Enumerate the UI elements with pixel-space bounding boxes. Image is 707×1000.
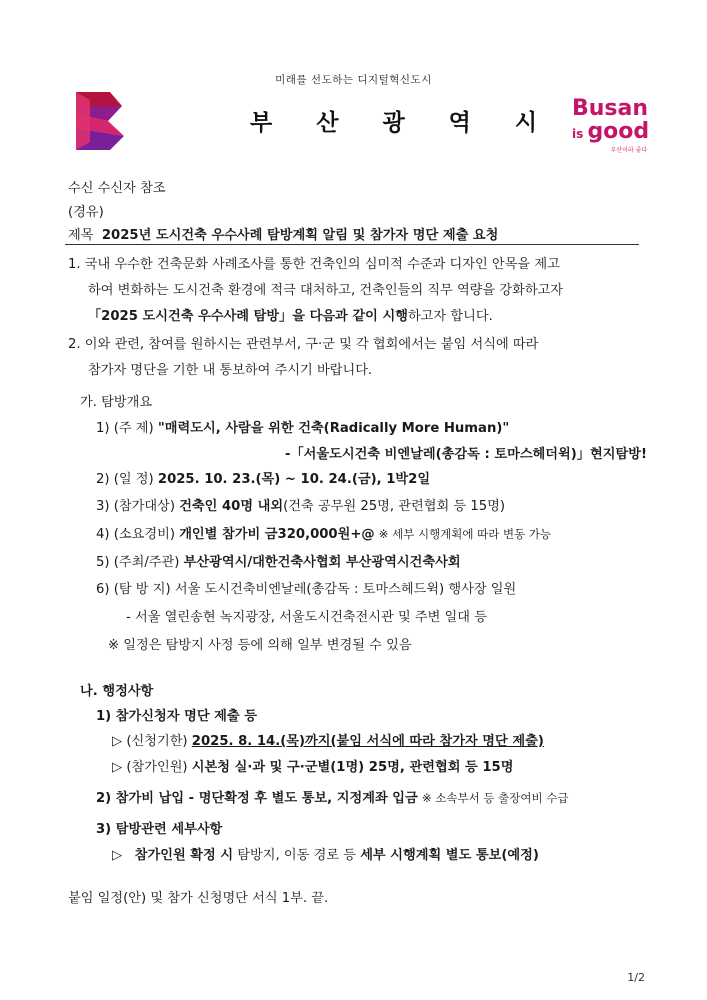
na-item-1: 1) 참가신청자 명단 제출 등 <box>96 709 257 724</box>
ga-item-5 <box>96 551 461 570</box>
subject: 2025년 도시건축 우수사례 탐방계획 알림 및 참가자 명단 제출 요청 <box>101 228 499 243</box>
na3c: 세부 시행계획 별도 통보(예정) <box>360 848 539 863</box>
na2-text: 2) 참가비 납입 - 명단확정 후 별도 통보, 지정계좌 입금 <box>96 791 418 806</box>
para-1-rest: 하고자 합니다. <box>407 309 493 324</box>
ga6-sub: - 서울 열린송현 녹지광장, 서울도시건축전시관 및 주변 일대 등 <box>126 610 487 625</box>
section-ga-heading: 가. 탐방개요 <box>80 395 153 410</box>
attachment: 붙임 일정(안) 및 참가 신청명단 서식 1부. 끝. <box>68 891 329 906</box>
ga1-value: "매력도시, 사람을 위한 건축(Radically More Human)" <box>157 421 510 436</box>
ga6-value: 서울 도시건축비엔날레(총감독 : 토마스헤드윅) 행사장 일원 <box>174 582 517 597</box>
na3-arrow: ▷ <box>112 848 123 863</box>
na1a-value: 2025. 8. 14.(목)까지(붙임 서식에 따라 참가자 명단 제출) <box>191 734 544 749</box>
recipient: 수신 수신자 참조 <box>68 181 166 196</box>
ga1-sub: -「서울도시건축 비엔날레(총감독 : 토마스헤더윅)」현지탐방! <box>285 447 647 462</box>
slogan: 미래를 선도하는 디지털혁신도시 <box>275 74 432 86</box>
na1b-value: 시본청 실·과 및 구·군별(1명) 25명, 관련협회 등 15명 <box>191 760 514 775</box>
page-number: 1/2 <box>627 971 645 984</box>
na3b: 탐방지, 이동 경로 등 <box>237 848 356 863</box>
section-na-heading: 나. 행정사항 <box>80 684 154 699</box>
page-title: 부 산 광 역 시 <box>250 110 556 136</box>
na-item-3a <box>112 844 539 863</box>
para-2-line-1: 2. 이와 관련, 참여를 원하시는 관련부서, 구·군 및 각 협회에서는 붙임 서식에 따라 <box>68 337 539 352</box>
subject-divider <box>65 244 639 245</box>
ga-item-3 <box>96 495 505 514</box>
na-item-2 <box>96 787 568 806</box>
na-item-1a <box>112 730 544 749</box>
subject-line <box>68 224 498 243</box>
ga5-value: 부산광역시/대한건축사협회 부산광역시건축사회 <box>183 555 461 570</box>
brand-line-1: Busan <box>572 96 649 121</box>
na2-note: ※ 소속부서 등 출장여비 수급 <box>422 791 569 805</box>
ga4-bold: 개인별 참가비 금320,000원+@ <box>179 527 375 542</box>
brand-line-2a: is <box>572 127 588 141</box>
ga-item-2 <box>96 468 430 487</box>
na-item-1b <box>112 756 513 775</box>
para-1-line-1: 1. 국내 우수한 건축문화 사례조사를 통한 건축인의 심미적 수준과 디자인 안목을 제고 <box>68 257 560 272</box>
ga-item-4 <box>96 523 551 542</box>
para-2-line-2: 참가자 명단을 기한 내 통보하여 주시기 바랍니다. <box>88 363 373 378</box>
ga3-bold: 건축인 40명 내외 <box>179 499 284 514</box>
ga2-value: 2025. 10. 23.(목) ~ 10. 24.(금), 1박2일 <box>157 472 431 487</box>
para-1-highlight: 「2025 도시건축 우수사례 탐방」을 다음과 같이 시행 <box>88 309 408 324</box>
ga4-label: 4) (소요경비) <box>96 527 175 542</box>
ga6-label: 6) (탐 방 지) <box>96 582 171 597</box>
ga-item-6 <box>96 578 516 597</box>
subject-label: 제목 <box>68 228 94 243</box>
na-item-3: 3) 탐방관련 세부사항 <box>96 822 223 837</box>
ga4-rest: ※ 세부 시행계획에 따라 변동 가능 <box>378 527 552 541</box>
brand-tagline: 부산이라 좋다 <box>610 147 648 154</box>
ga-note: ※ 일정은 탐방지 사정 등에 의해 일부 변경될 수 있음 <box>108 638 412 653</box>
ga2-label: 2) (일 정) <box>96 472 154 487</box>
ga3-label: 3) (참가대상) <box>96 499 175 514</box>
na3a: 참가인원 확정 시 <box>134 848 234 863</box>
na1b-label: ▷ (참가인원) <box>112 760 188 775</box>
ga5-label: 5) (주최/주관) <box>96 555 180 570</box>
ga3-rest: (건축 공무원 25명, 관련협회 등 15명) <box>283 499 506 514</box>
para-1-line-2: 하여 변화하는 도시건축 환경에 적극 대처하고, 건축인들의 직무 역량을 강화하고자 <box>88 283 564 298</box>
busan-b-logo-icon <box>76 92 134 154</box>
ga1-label: 1) (주 제) <box>96 421 154 436</box>
via: (경유) <box>68 205 104 220</box>
na1a-label: ▷ (신청기한) <box>112 734 188 749</box>
busan-is-good-logo <box>572 98 649 154</box>
brand-line-2b: good <box>587 119 650 144</box>
ga-item-1 <box>96 417 509 436</box>
para-1-line-3 <box>88 305 493 324</box>
